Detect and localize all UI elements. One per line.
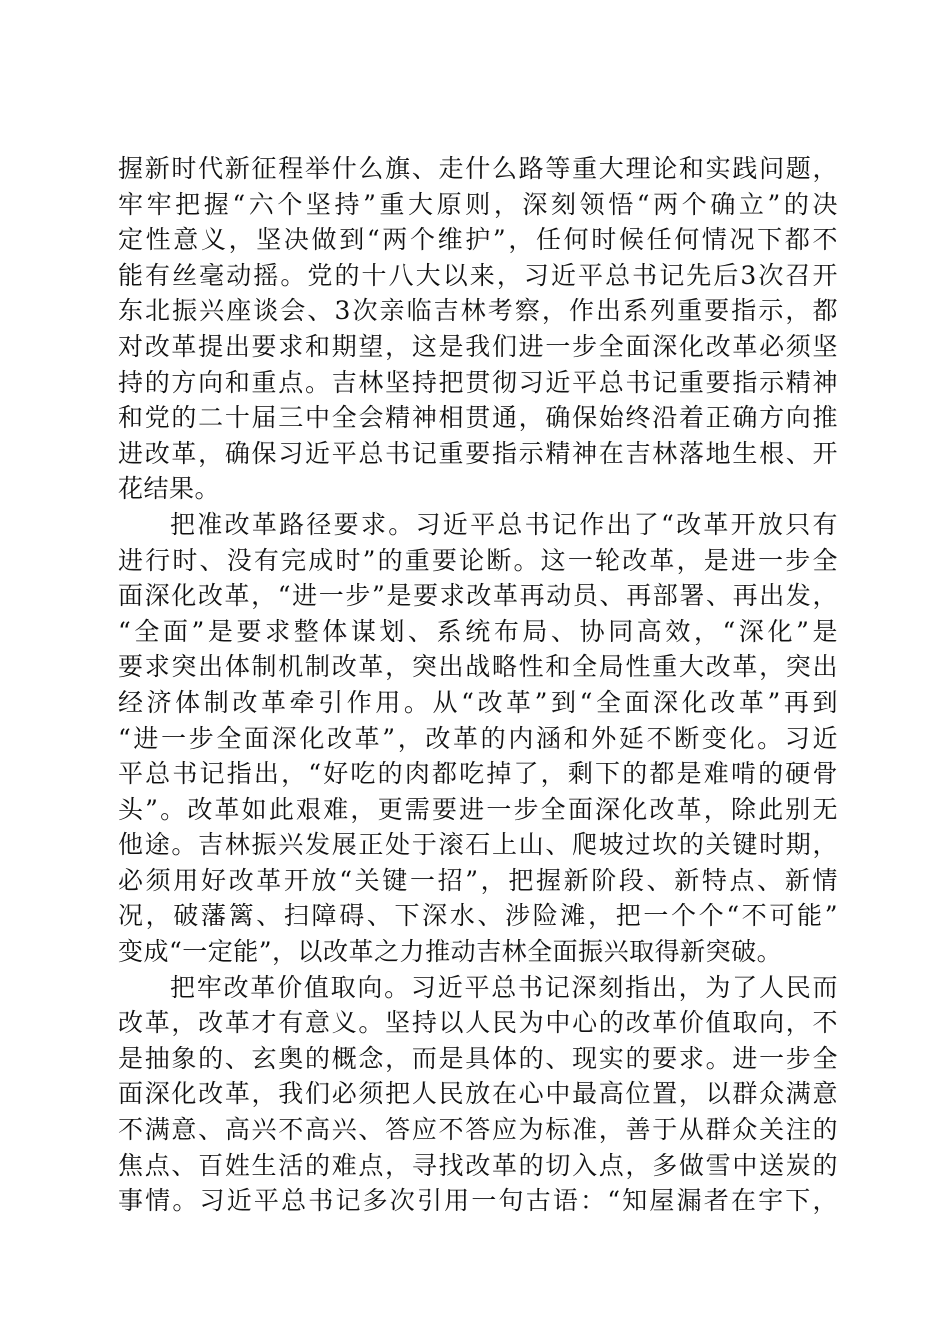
text-line: “进一步全面深化改革”，改革的内涵和外延不断变化。习近 (118, 723, 838, 753)
text-line: 是抽象的、玄奥的概念，而是具体的、现实的要求。进一步全 (118, 1043, 838, 1073)
text-line: 头”。改革如此艰难，更需要进一步全面深化改革，除此别无 (118, 794, 838, 824)
text-line: 面深化改革，我们必须把人民放在心中最高位置，以群众满意 (118, 1079, 838, 1109)
text-line: 事情。习近平总书记多次引用一句古语：“知屋漏者在宇下， (118, 1186, 838, 1216)
text-line: 对改革提出要求和期望，这是我们进一步全面深化改革必须坚 (118, 331, 838, 361)
text-line: 焦点、百姓生活的难点，寻找改革的切入点，多做雪中送炭的 (118, 1150, 838, 1180)
text-line: 牢牢把握“六个坚持”重大原则，深刻领悟“两个确立”的决 (118, 189, 838, 219)
text-line: 花结果。 (118, 474, 221, 504)
text-line: “全面”是要求整体谋划、系统布局、协同高效，“深化”是 (118, 616, 838, 646)
text-line: 和党的二十届三中全会精神相贯通，确保始终沿着正确方向推 (118, 403, 838, 433)
text-line: 必须用好改革开放“关键一招”，把握新阶段、新特点、新情 (118, 865, 838, 895)
text-line: 握新时代新征程举什么旗、走什么路等重大理论和实践问题， (118, 154, 838, 183)
text-line: 东北振兴座谈会、3次亲临吉林考察，作出系列重要指示，都 (118, 296, 838, 326)
text-line: 不满意、高兴不高兴、答应不答应为标准，善于从群众关注的 (118, 1115, 838, 1145)
text-line: 进改革，确保习近平总书记重要指示精神在吉林落地生根、开 (118, 438, 838, 468)
paragraph-first-line: 把准改革路径要求。习近平总书记作出了“改革开放只有 (170, 509, 838, 539)
text-line: 定性意义，坚决做到“两个维护”，任何时候任何情况下都不 (118, 225, 838, 255)
text-line: 他途。吉林振兴发展正处于滚石上山、爬坡过坎的关键时期， (118, 830, 838, 860)
text-line: 持的方向和重点。吉林坚持把贯彻习近平总书记重要指示精神 (118, 367, 838, 397)
text-line: 进行时、没有完成时”的重要论断。这一轮改革，是进一步全 (118, 545, 838, 575)
paragraph-first-line: 把牢改革价值取向。习近平总书记深刻指出，为了人民而 (170, 972, 838, 1002)
text-line: 平总书记指出，“好吃的肉都吃掉了，剩下的都是难啃的硬骨 (118, 759, 838, 789)
text-line: 要求突出体制机制改革，突出战略性和全局性重大改革，突出 (118, 652, 838, 682)
text-line: 改革，改革才有意义。坚持以人民为中心的改革价值取向，不 (118, 1008, 838, 1038)
text-line: 面深化改革，“进一步”是要求改革再动员、再部署、再出发， (118, 581, 838, 611)
text-line: 变成“一定能”，以改革之力推动吉林全面振兴取得新突破。 (118, 937, 783, 967)
text-line: 能有丝毫动摇。党的十八大以来，习近平总书记先后3次召开 (118, 260, 838, 290)
text-line: 况，破藩篱、扫障碍、下深水、涉险滩，把一个个“不可能” (118, 901, 838, 931)
body-text (118, 151, 838, 1219)
text-line: 经济体制改革牵引作用。从“改革”到“全面深化改革”再到 (118, 687, 838, 717)
